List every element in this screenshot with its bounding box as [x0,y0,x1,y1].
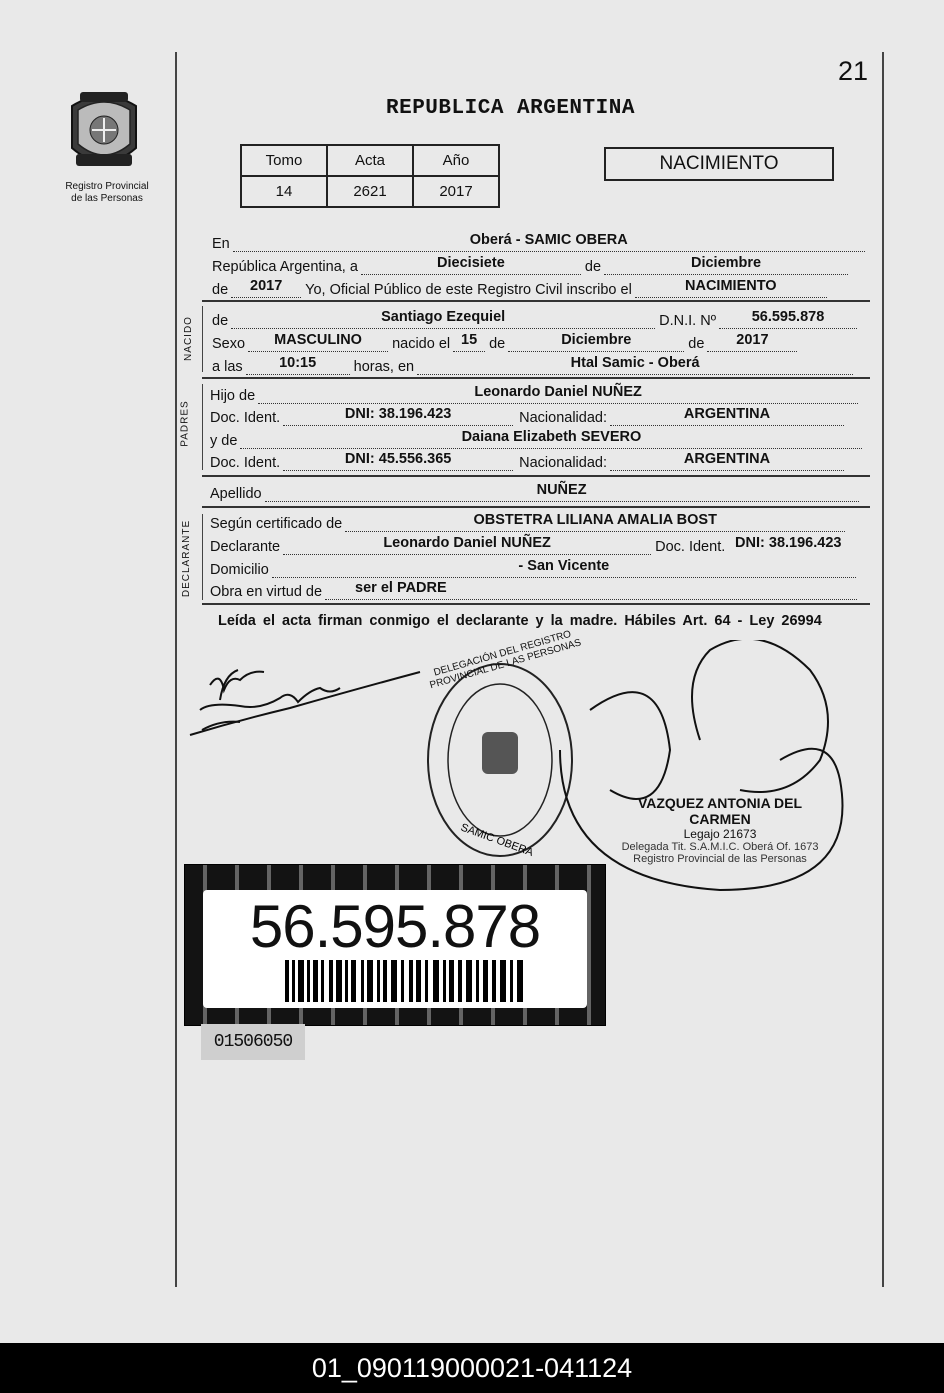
stamp-inner-text: SAMIC OBERA [458,821,535,859]
father-field [258,384,858,404]
intro-row-1 [212,232,865,252]
tomo-header: Tomo [241,145,327,176]
divider [202,377,870,379]
day-value: Diecisiete [437,255,505,271]
apellido-value: NUÑEZ [536,482,587,498]
page-title: REPUBLICA ARGENTINA [386,97,635,120]
doc-label: Doc. Ident. [210,455,281,471]
section-nacido-label: NACIDO [182,316,194,361]
name-value: Santiago Ezequiel [381,309,506,325]
section-padres-label: PADRES [179,400,191,447]
mother-field [240,429,862,449]
nacionalidad-label: Nacionalidad: [519,410,607,426]
republica-label: República Argentina, a [212,259,358,275]
month-field [604,255,848,275]
divider [202,475,870,477]
serial-sticker: 01506050 [201,1024,305,1060]
inscribe-value: NACIMIENTO [685,278,777,294]
declarante-row-1 [210,512,845,532]
nacido-el-label: nacido el [392,336,451,352]
apellido-field [265,482,859,502]
declarante-row-3 [210,558,856,578]
section-declarante-label: DECLARANTE [181,519,193,598]
mother-doc-value: DNI: 45.556.365 [344,451,452,467]
domicilio-field [272,558,856,578]
birth-month-field [508,332,684,352]
padres-row-2 [210,406,844,426]
dni-label: D.N.I. Nº [659,313,716,329]
acta-header: Acta [327,145,413,176]
dni-field [719,309,857,329]
certificado-field [345,512,845,532]
declarante-doc-label: Doc. Ident. [655,539,726,555]
birth-month-value: Diciembre [561,332,632,348]
declarante-label: Declarante [210,539,281,555]
nacido-row-3 [212,355,853,375]
divider [202,300,870,302]
segun-label: Según certificado de [210,516,343,532]
apellido-row [210,482,859,502]
mother-value: Daiana Elizabeth SEVERO [461,429,642,445]
closing-text: Leída el acta firman conmigo el declarante y la madre. Hábiles Art. 64 - Ley 26994 [218,613,822,629]
logo-caption-line-2: de las Personas [71,193,143,204]
father-nat-value: ARGENTINA [683,406,771,422]
father-nat-field [610,406,844,426]
father-value: Leonardo Daniel NUÑEZ [474,384,642,400]
nacido-de-label: de [212,313,229,329]
birth-year-value: 2017 [736,332,769,348]
declarante-doc-value: DNI: 38.196.423 [735,535,842,551]
place-value: Oberá - SAMIC OBERA [469,232,628,248]
sexo-field [248,332,388,352]
logo-caption-line-1: Registro Provincial [65,181,149,192]
birth-year-field [707,332,797,352]
time-field [246,355,350,375]
page-number: 21 [838,56,869,86]
sexo-label: Sexo [212,336,246,352]
dni-value: 56.595.878 [751,309,825,325]
official-name: VAZQUEZ ANTONIA DEL CARMEN [637,795,803,827]
yo-label: Yo, Oficial Público de este Registro Civil inscribo el [305,282,632,298]
intro-row-3 [212,278,827,298]
obra-value: ser el PADRE [355,580,447,596]
padres-row-4 [210,451,844,471]
mother-nat-field [610,451,844,471]
doc-label: Doc. Ident. [210,410,281,426]
horas-label: horas, en [353,359,415,375]
a-las-label: a las [212,359,243,375]
de-label: de [584,259,602,275]
nacido-row-2 [212,332,797,352]
right-margin-line [882,52,884,1287]
declarante-name-value: Leonardo Daniel NUÑEZ [383,535,551,551]
de-label-2: de [489,336,506,352]
intro-row-2 [212,255,848,275]
year-field [231,278,301,298]
declarante-row-4 [210,580,857,600]
section-line [202,514,203,600]
footer-id-bar: 01_090119000021-041124 [0,1343,944,1393]
official-stamp [428,664,572,859]
declarante-row-2 [210,535,848,555]
nacionalidad-label: Nacionalidad: [519,455,607,471]
misiones-coat-of-arms-logo [62,86,146,183]
obra-label: Obra en virtud de [210,584,323,600]
record-type-box: NACIMIENTO [604,147,834,181]
acta-value: 2621 [327,176,413,207]
padres-row-3 [210,429,862,449]
padres-row-1 [210,384,858,404]
obra-field [325,580,857,600]
inscribe-field [635,278,827,298]
registry-table [240,144,500,208]
section-line [202,384,203,470]
name-field [231,309,655,329]
birth-day-value: 15 [461,332,478,348]
apellido-label: Apellido [210,486,262,502]
place-field [233,232,865,252]
time-value: 10:15 [279,355,317,371]
barcode-label [184,864,606,1026]
official-block [614,795,826,865]
stamp-outer-text: DELEGACIÓN DEL REGISTRO PROVINCIAL DE LAS PERSONAS [428,628,583,692]
barcode-number: 56.595.878 [249,893,541,960]
nacido-row-1 [212,309,857,329]
declarante-doc-field [728,535,848,555]
domicilio-value: - San Vicente [518,558,610,574]
divider [202,603,870,605]
de-label-3: de [688,336,705,352]
section-line [202,306,203,372]
birth-day-field [453,332,485,352]
anio-header: Año [413,145,499,176]
mother-doc-field [283,451,513,471]
father-doc-value: DNI: 38.196.423 [344,406,452,422]
mother-nat-value: ARGENTINA [683,451,771,467]
divider [202,506,870,508]
domicilio-label: Domicilio [210,562,269,578]
logo-caption [52,181,162,205]
sexo-value: MASCULINO [274,332,362,348]
year-value: 2017 [250,278,283,294]
de2-label: de [212,282,229,298]
barcode-inner [203,890,587,1008]
certificado-value: OBSTETRA LILIANA AMALIA BOST [473,512,717,528]
month-value: Diciembre [690,255,762,271]
hijo-de-label: Hijo de [210,388,256,404]
birth-place-field [417,355,853,375]
declarante-signature [190,670,420,735]
anio-value: 2017 [413,176,499,207]
left-margin-line [175,52,177,1287]
official-org: Registro Provincial de las Personas [633,853,807,865]
en-label: En [212,236,230,252]
declarante-name-field [283,535,651,555]
day-field [361,255,581,275]
official-role: Delegada Tit. S.A.M.I.C. Oberá Of. 1673 [621,841,819,853]
birth-place-value: Htal Samic - Oberá [570,355,700,371]
official-legajo: Legajo 21673 [683,827,757,841]
y-de-label: y de [210,433,238,449]
barcode-bars [285,960,525,1002]
father-doc-field [283,406,513,426]
tomo-value: 14 [241,176,327,207]
